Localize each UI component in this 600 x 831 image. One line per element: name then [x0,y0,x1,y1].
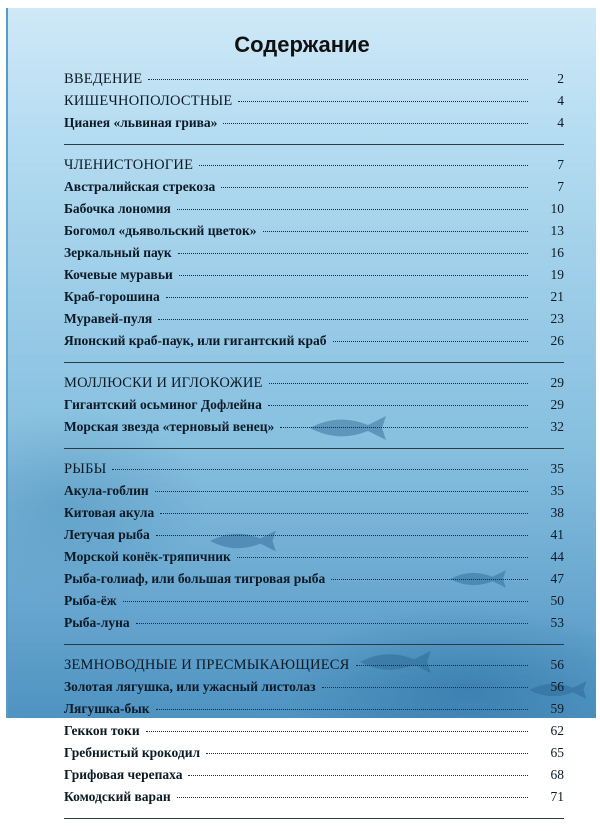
dot-leader [269,382,528,384]
toc-section [64,71,564,145]
toc-page-number: 59 [550,701,564,716]
toc-entry-title: Комодский варан [64,789,171,804]
dot-leader [280,426,528,428]
toc-entry-title: ЗЕМНОВОДНЫЕ И ПРЕСМЫКАЮЩИЕСЯ [64,657,350,673]
toc-page-number: 10 [550,201,564,216]
toc-entry [64,311,564,333]
dot-leader [146,730,528,732]
toc-page-number: 44 [550,549,564,564]
book-page [6,8,596,804]
toc-page-number: 32 [550,419,564,434]
toc-page-number: 50 [550,593,564,608]
toc-page-number: 53 [550,615,564,630]
toc-page-number: 65 [550,745,564,760]
section-divider [64,448,564,449]
dot-leader [263,230,528,232]
dot-leader [188,774,528,776]
toc-entry [64,745,564,767]
dot-leader [333,340,528,342]
toc-entry-title: Золотая лягушка, или ужасный листолаз [64,679,316,694]
toc-entry [64,723,564,745]
toc-section [64,157,564,363]
page-title: Содержание [234,32,370,57]
toc-entry-title: Гигантский осьминог Дофлейна [64,397,262,412]
toc-page-number: 7 [557,157,564,172]
toc-entry-title: РЫБЫ [64,461,107,477]
section-divider [64,818,564,819]
dot-leader [166,296,528,298]
toc-entry [64,333,564,355]
dot-leader [156,708,528,710]
toc-entry [64,245,564,267]
toc-page-number: 2 [557,71,564,86]
toc-page-number: 21 [550,289,564,304]
dot-leader [177,796,528,798]
dot-leader [331,578,528,580]
toc-entry [64,679,564,701]
toc-entry-title: МОЛЛЮСКИ И ИГЛОКОЖИЕ [64,375,263,391]
toc-page-number: 56 [550,657,564,672]
toc-section-heading [64,657,564,679]
toc-page-number: 29 [550,397,564,412]
dot-leader [199,164,528,166]
toc-page-number: 35 [550,461,564,476]
toc-entry [64,549,564,571]
toc-entry [64,789,564,811]
toc-entry-title: Кочевые муравьи [64,267,173,282]
toc-page-number: 35 [550,483,564,498]
toc-entry-title: Рыба-луна [64,615,130,630]
toc-entry [64,223,564,245]
toc-entry [64,615,564,637]
dot-leader [221,186,528,188]
toc-entry-title: Богомол «дьявольский цветок» [64,223,257,238]
toc-entry-title: Японский краб-паук, или гигантский краб [64,333,327,348]
dot-leader [238,100,528,102]
dot-leader [112,468,528,470]
toc-section [64,657,564,819]
toc-entry [64,201,564,223]
toc-section-heading [64,157,564,179]
section-divider [64,144,564,145]
toc-page-number: 4 [557,93,564,108]
toc-entry-title: Цианея «львиная грива» [64,115,218,130]
toc-page-number: 4 [557,115,564,130]
toc-entry-title: Зеркальный паук [64,245,172,260]
dot-leader [156,534,528,536]
dot-leader [177,208,528,210]
toc-entry-title: Морская звезда «терновый венец» [64,419,275,434]
dot-leader [223,122,528,124]
toc-entry-title: КИШЕЧНОПОЛОСТНЫЕ [64,93,233,109]
toc-page-number: 47 [550,571,564,586]
toc-entry-title: Лягушка-бык [64,701,150,716]
toc-entry-title: Китовая акула [64,505,155,520]
toc-page-number: 62 [550,723,564,738]
toc-page-number: 38 [550,505,564,520]
dot-leader [148,78,528,80]
toc-section-heading [64,93,564,115]
dot-leader [136,622,528,624]
section-divider [64,644,564,645]
toc-entry-title: Бабочка лономия [64,201,171,216]
toc-entry-title: Австралийская стрекоза [64,179,216,194]
toc-section-heading [64,71,564,93]
toc-entry [64,701,564,723]
toc-entry [64,179,564,201]
toc-page-number: 7 [557,179,564,194]
dot-leader [356,664,528,666]
dot-leader [155,490,528,492]
dot-leader [179,274,528,276]
section-divider [64,362,564,363]
toc-entry-title: Летучая рыба [64,527,150,542]
toc-entry-title: Гребнистый крокодил [64,745,201,760]
toc-entry [64,527,564,549]
dot-leader [268,404,528,406]
dot-leader [237,556,528,558]
toc-page-number: 23 [550,311,564,326]
toc-entry [64,397,564,419]
toc-page-number: 71 [550,789,564,804]
toc-entry [64,593,564,615]
toc-section [64,375,564,449]
toc-entry [64,483,564,505]
toc-section-heading [64,461,564,483]
dot-leader [206,752,528,754]
dot-leader [322,686,529,688]
toc-entry [64,419,564,441]
toc-section [64,461,564,645]
toc-page-number: 41 [550,527,564,542]
toc-entry-title: Грифовая черепаха [64,767,183,782]
toc-entry-title: Морской конёк-тряпичник [64,549,231,564]
toc-entry-title: Геккон токи [64,723,140,738]
toc-entry [64,289,564,311]
dot-leader [178,252,528,254]
toc-page-number: 19 [550,267,564,282]
toc-page-number: 68 [550,767,564,782]
toc-entry [64,505,564,527]
toc-entry-title: ЧЛЕНИСТОНОГИЕ [64,157,194,173]
toc-page-number: 16 [550,245,564,260]
toc-entry-title: Краб-горошина [64,289,160,304]
toc-entry-title: ВВЕДЕНИЕ [64,71,143,87]
toc-entry [64,115,564,137]
toc-entry [64,571,564,593]
dot-leader [160,512,528,514]
toc-page-number: 56 [550,679,564,694]
toc-entry-title: Рыба-голиаф, или большая тигровая рыба [64,571,326,586]
dot-leader [158,318,528,320]
toc-entry-title: Рыба-ёж [64,593,117,608]
toc-entry-title: Муравей-пуля [64,311,153,326]
toc-entry [64,767,564,789]
dot-leader [123,600,528,602]
toc-page-number: 26 [550,333,564,348]
toc-section-heading [64,375,564,397]
toc-entry-title: Акула-гоблин [64,483,149,498]
toc-entry [64,267,564,289]
table-of-contents [64,71,564,831]
toc-page-number: 13 [550,223,564,238]
toc-page-number: 29 [550,375,564,390]
